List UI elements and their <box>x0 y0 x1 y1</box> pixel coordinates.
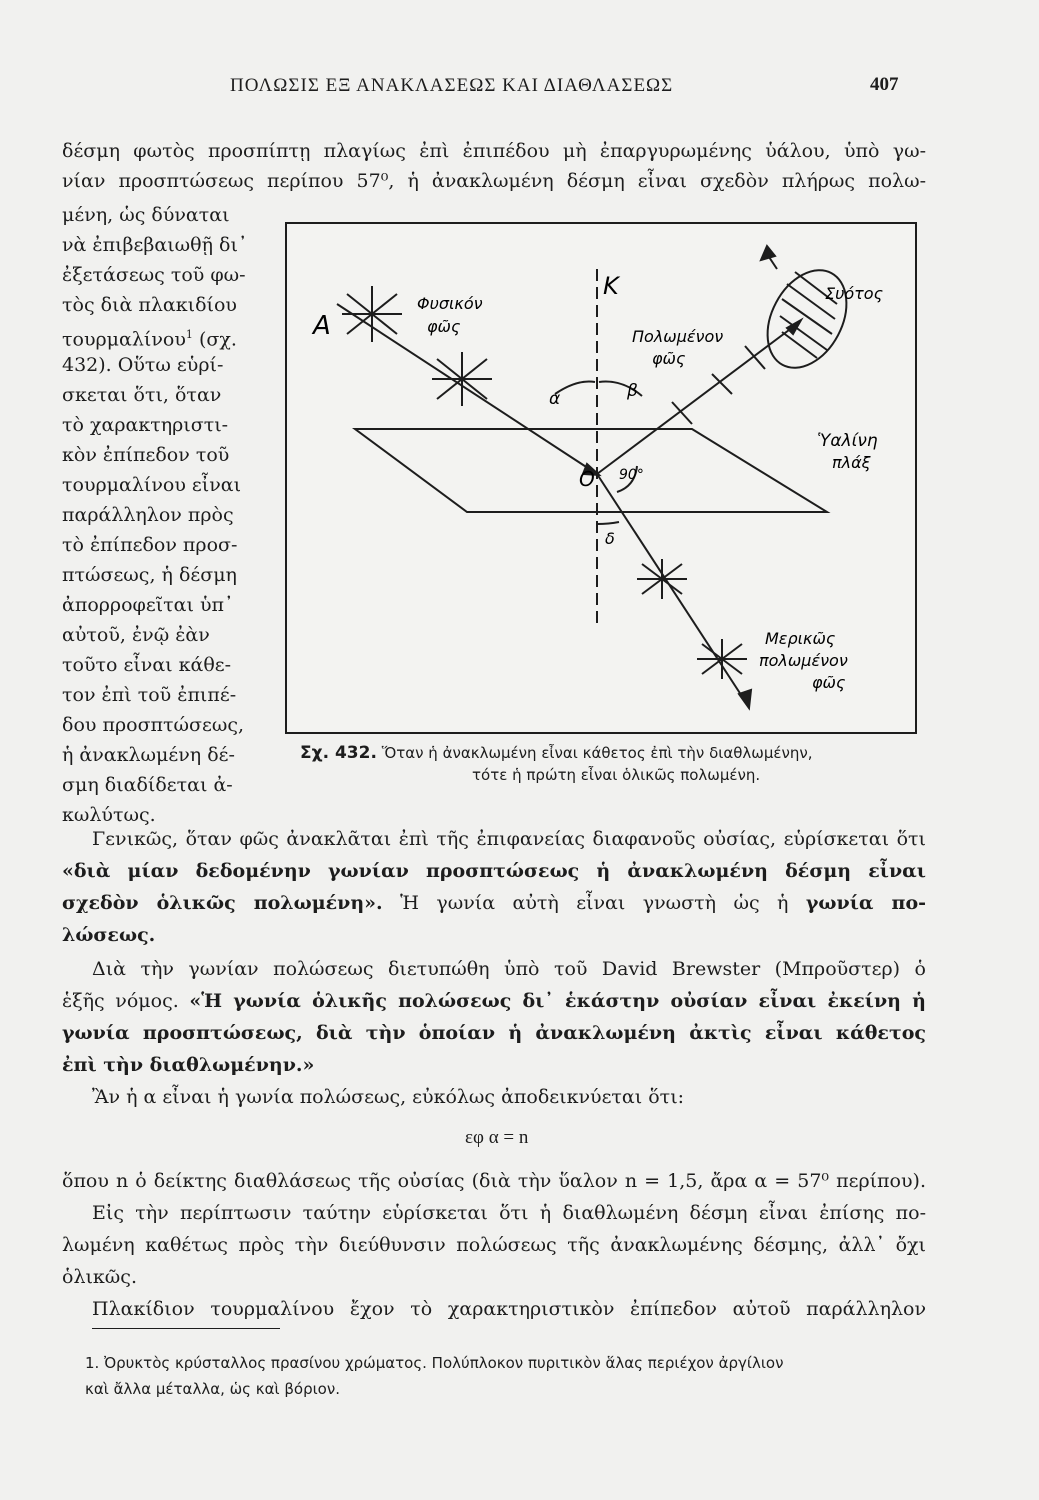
viewer-arrowhead <box>761 246 775 260</box>
side-line: τὸς διὰ πλακιδίου <box>62 294 237 316</box>
footnote-line-1: 1. Ὀρυκτὸς κρύσταλλος πρασίνου χρώματος. Πολύπλοκον πυριτικὸν ἅλας περιέχον ἀργίλιον <box>85 1354 784 1372</box>
refracted-ray <box>597 474 747 704</box>
side-line: μένη, ὡς δύναται <box>62 204 230 226</box>
label-A: A <box>313 311 331 341</box>
para4-line-2: ὅπου n ὁ δείκτης διαθλάσεως τῆς οὐσίας (διὰ τὴν ὕαλον n = 1,5, ἄρα α = 57⁰ περίπου). <box>62 1170 926 1192</box>
side-line: 432). Οὕτω εὑρί- <box>62 354 224 376</box>
side-line: δου προσπτώσεως, <box>62 714 245 736</box>
figure-caption <box>300 742 920 786</box>
para2-line-2: «διὰ μίαν δεδομένην γωνίαν προσπτώσεως ἡ ἀνακλωμένη δέσμη εἶναι <box>62 860 926 882</box>
running-title: ΠΟΛΩΣΙΣ ΕΞ ΑΝΑΚΛΑΣΕΩΣ ΚΑΙ ΔΙΑΘΛΑΣΕΩΣ <box>230 75 674 96</box>
caption-number: Σχ. 432. <box>300 743 377 763</box>
para2-line-1: Γενικῶς, ὅταν φῶς ἀνακλᾶται ἐπὶ τῆς ἐπιφανείας διαφανοῦς οὐσίας, εὑρίσκεται ὅτι <box>92 828 926 850</box>
para3-line-1: Διὰ τὴν γωνίαν πολώσεως διετυπώθη ὑπὸ τοῦ David Brewster (Μπροῦστερ) ὁ <box>92 958 926 980</box>
side-line: τὸ ἐπίπεδον προσ- <box>62 534 238 556</box>
para5-line-3: ὁλικῶς. <box>62 1266 137 1288</box>
label-right-angle: 90° <box>619 467 644 483</box>
para5-line-1: Εἰς τὴν περίπτωσιν ταύτην εὑρίσκεται ὅτι ἡ διαθλωμένη δέσμη εἶναι ἐπίσης πο- <box>92 1202 926 1224</box>
side-line: παράλληλον πρὸς <box>62 504 234 526</box>
side-line: τουρμαλίνου$^1$ (σχ. <box>62 328 237 351</box>
side-line: τον ἐπὶ τοῦ ἐπιπέ- <box>62 684 237 706</box>
side-line: σμη διαδίδεται ἀ- <box>62 774 233 796</box>
plate-hatch <box>782 332 817 358</box>
side-line: τοῦτο εἶναι κάθε- <box>62 654 232 676</box>
para6-line-1: Πλακίδιον τουρμαλίνου ἔχον τὸ χαρακτηριστικὸν ἐπίπεδον αὐτοῦ παράλληλον <box>92 1298 926 1320</box>
label-natural-1: Φυσικόν <box>417 294 483 313</box>
label-delta: δ <box>605 529 615 548</box>
page-number: 407 <box>870 74 899 95</box>
side-line: νὰ ἐπιβεβαιωθῇ δι᾽ <box>62 234 248 256</box>
footnote-marker: 1 <box>185 328 193 341</box>
intro-line-2: νίαν προσπτώσεως περίπου 57⁰, ἡ ἀνακλωμένη δέσμη εἶναι σχεδὸν πλήρως πολω- <box>62 170 926 192</box>
caption-line-1: Ὅταν ἡ ἀνακλωμένη εἶναι κάθετος ἐπὶ τὴν διαθλωμένην, <box>381 744 813 762</box>
plate-hatch <box>780 316 827 350</box>
polarization-diagram <box>287 224 915 732</box>
side-line: κὸν ἐπίπεδον τοῦ <box>62 444 230 466</box>
para5-line-2: λωμένη καθέτως πρὸς τὴν διεύθυνσιν πολώσεως τῆς ἀνακλωμένης δέσμης, ἀλλ᾽ ὄχι <box>62 1234 926 1256</box>
figure-432 <box>285 222 917 734</box>
label-beta: β <box>627 381 638 401</box>
footnote-line-2: καὶ ἄλλα μέταλλα, ὡς καὶ βόριον. <box>85 1380 340 1398</box>
tourmaline-plate <box>752 257 863 382</box>
para3-line-2: ἑξῆς νόμος. «Ἡ γωνία ὁλικῆς πολώσεως δι᾽ ἑκάστην οὐσίαν εἶναι ἐκείνη ἡ <box>62 990 926 1012</box>
star-refracted-2 <box>697 639 747 679</box>
para2-line-3: σχεδὸν ὁλικῶς πολωμένη». Ἡ γωνία αὐτὴ εἶναι γνωστὴ ὡς ἡ γωνία πο- <box>62 892 927 914</box>
label-K: K <box>603 272 619 300</box>
intro-line-1: δέσμη φωτὸς προσπίπτῃ πλαγίως ἐπὶ ἐπιπέδου μὴ ἐπαργυρωμένης ὑάλου, ὑπὸ γω- <box>62 140 926 162</box>
star-incident-1 <box>342 286 402 342</box>
formula: εφ α = n <box>465 1127 529 1148</box>
side-line: ἀπορροφεῖται ὑπ᾽ <box>62 594 234 616</box>
side-line: σκεται ὅτι, ὅταν <box>62 384 222 406</box>
para3-line-4: ἐπὶ τὴν διαθλωμένην.» <box>62 1054 315 1076</box>
side-line: κωλύτως. <box>62 804 156 826</box>
label-glass-1: Ὑαλίνη <box>817 431 878 451</box>
para3-line-3: γωνία προσπτώσεως, διὰ τὴν ὁποίαν ἡ ἀνακλωμένη ἀκτὶς εἶναι κάθετος <box>62 1022 926 1044</box>
delta-arc <box>597 522 619 524</box>
side-line: τὸ χαρακτηριστι- <box>62 414 229 436</box>
star-incident-2 <box>432 352 492 406</box>
label-partial-2: πολωμένον <box>759 651 848 670</box>
label-O: O <box>579 467 595 491</box>
label-partial-1: Μερικῶς <box>765 629 836 648</box>
label-partial-3: φῶς <box>812 673 846 692</box>
label-polarized-2: φῶς <box>652 349 686 368</box>
label-device: Συότος <box>825 284 883 303</box>
footnote-rule <box>92 1328 280 1329</box>
side-line: ἡ ἀνακλωμένη δέ- <box>62 744 235 766</box>
side-line: τουρμαλίνου εἶναι <box>62 474 242 496</box>
side-line: αὐτοῦ, ἐνῷ ἐὰν <box>62 624 210 646</box>
label-alpha: α <box>549 389 561 409</box>
label-polarized-1: Πολωμένον <box>632 327 724 346</box>
alpha-arc <box>555 382 595 395</box>
label-glass-2: πλάξ <box>832 453 871 472</box>
side-line: πτώσεως, ἡ δέσμη <box>62 564 237 586</box>
label-natural-2: φῶς <box>427 317 461 336</box>
refracted-arrowhead <box>739 690 751 708</box>
star-refracted-1 <box>637 559 687 599</box>
para4-line-1: Ἂν ἡ α εἶναι ἡ γωνία πολώσεως, εὐκόλως ἀποδεικνύεται ὅτι: <box>92 1086 685 1108</box>
caption-line-2: τότε ἡ πρώτη εἶναι ὁλικῶς πολωμένη. <box>472 766 761 784</box>
side-line: ἐξετάσεως τοῦ φω- <box>62 264 246 286</box>
para2-line-4: λώσεως. <box>62 924 156 946</box>
